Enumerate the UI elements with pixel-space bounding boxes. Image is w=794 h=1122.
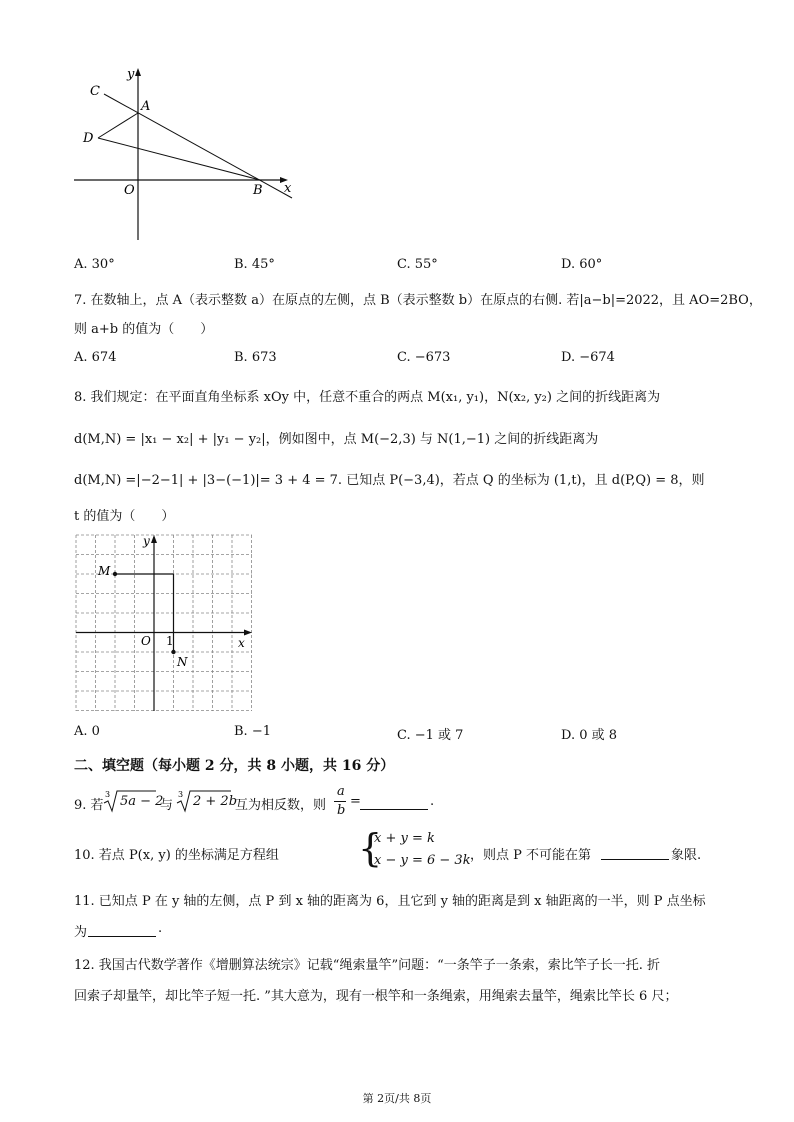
q9-radicand-2: 2 + 2b: [193, 794, 238, 809]
grid-label-x: x: [238, 636, 245, 650]
q8-option-b: B. −1: [234, 724, 271, 739]
q8-stem-line1: 8. 我们规定：在平面直角坐标系 xOy 中，任意不重合的两点 M(x₁, y₁)，N(x₂, y₂) 之间的折线距离为: [74, 390, 661, 405]
q10-eq2: x − y = 6 − 3k: [374, 853, 471, 868]
grid-label-y: y: [143, 534, 150, 548]
q9-answer-blank: [360, 808, 428, 810]
point-m: [113, 572, 117, 576]
q11-answer-blank: [88, 935, 156, 937]
q7-option-c: C. −673: [397, 350, 451, 365]
q10-eq1: x + y = k: [374, 831, 435, 846]
q10: [74, 828, 754, 872]
y-axis-arrow: [135, 68, 141, 76]
q9: [74, 786, 754, 818]
q10-end: 象限.: [671, 848, 702, 863]
q7-stem-line1: 7. 在数轴上，点 A（表示整数 a）在原点的左侧，点 B（表示整数 b）在原点的右侧. 若|a−b|=2022，且 AO=2BO，: [74, 293, 762, 308]
q11-stem-line1: 11. 已知点 P 在 y 轴的左侧，点 P 到 x 轴的距离为 6，且它到 y 轴的距离是到 x 轴距离的一半，则 P 点坐标: [74, 894, 706, 909]
q8-stem-line2: d(M,N) = |x₁ − x₂| + |y₁ − y₂|，例如图中，点 M(−2,3) 与 N(1,−1) 之间的折线距离为: [74, 432, 599, 447]
figure-grid: [74, 533, 254, 713]
q9-end: .: [430, 794, 435, 809]
segment-da: [98, 113, 138, 138]
q9-radicand-1: 5a − 2: [120, 794, 164, 809]
grid-label-o: O: [141, 634, 151, 648]
page-footer: 第 2页/共 8页: [362, 1092, 432, 1105]
label-c: C: [90, 84, 100, 99]
grid-lines: [76, 535, 252, 711]
q11-end: .: [158, 921, 163, 936]
q9-mid: 与: [160, 798, 174, 813]
q9-fraction-den: b: [337, 803, 346, 818]
q9-equals: =: [350, 794, 361, 809]
section-fill-in-title: 二、填空题（每小题 2 分，共 8 小题，共 16 分）: [74, 758, 395, 774]
label-y: y: [127, 67, 135, 82]
q6-option-c: C. 55°: [397, 257, 438, 272]
q7-option-b: B. 673: [234, 350, 277, 365]
label-b: B: [253, 183, 263, 198]
q10-brace: {: [358, 826, 383, 870]
q6-options: [74, 257, 754, 275]
q10-answer-blank: [601, 858, 669, 860]
q6-option-d: D. 60°: [561, 257, 603, 272]
point-n: [171, 650, 175, 654]
q8-option-a: A. 0: [74, 724, 100, 739]
grid-y-arrow: [151, 535, 157, 543]
q8-stem-line3: d(M,N) =|−2−1| + |3−(−1)|= 3 + 4 = 7. 已知点 P(−3,4)，若点 Q 的坐标为 (1,t)，且 d(P,Q) = 8，则: [74, 473, 705, 488]
label-o: O: [124, 183, 135, 198]
grid-x-arrow: [244, 630, 252, 636]
q9-root-index-2: 3: [178, 790, 184, 799]
q7-option-d: D. −674: [561, 350, 615, 365]
q9-suffix: 互为相反数，则: [235, 798, 327, 813]
q9-root-index-1: 3: [105, 790, 111, 799]
grid-label-m: M: [98, 564, 111, 578]
q12-stem-line2: 回索子却量竿，却比竿子短一托. ”其大意为，现有一根竿和一条绳索，用绳索去量竿，绳索比竿长 6 尺；: [74, 989, 678, 1004]
grid-label-n: N: [177, 655, 188, 669]
q8-option-c: C. −1 或 7: [397, 728, 464, 743]
q8-stem-line4: t 的值为（ ）: [74, 509, 175, 524]
q11-line2: [74, 921, 274, 939]
label-x: x: [284, 181, 292, 196]
figure-lines-diagram: [70, 60, 310, 245]
segment-db: [98, 138, 260, 180]
q9-fraction-num: a: [337, 784, 345, 799]
q9-prefix: 9. 若: [74, 798, 104, 813]
q6-option-b: B. 45°: [234, 257, 275, 272]
q11-prefix: 为: [74, 925, 88, 940]
q10-suffix: ，则点 P 不可能在第: [470, 848, 592, 863]
label-d: D: [83, 131, 94, 146]
q7-options: [74, 350, 754, 368]
q8-option-d: D. 0 或 8: [561, 728, 618, 743]
q7-option-a: A. 674: [74, 350, 117, 365]
q12-stem-line1: 12. 我国古代数学著作《增删算法统宗》记载“绳索量竿”问题：“一条竿子一条索，索比竿子长一托. 折: [74, 958, 661, 973]
grid-label-one: 1: [166, 634, 174, 648]
label-a: A: [141, 99, 151, 114]
q7-stem-line2: 则 a+b 的值为（ ）: [74, 322, 214, 337]
q9-fraction-bar: [334, 801, 346, 802]
q10-prefix: 10. 若点 P(x, y) 的坐标满足方程组: [74, 848, 279, 863]
q8-options: [74, 724, 754, 742]
q6-option-a: A. 30°: [74, 257, 115, 272]
